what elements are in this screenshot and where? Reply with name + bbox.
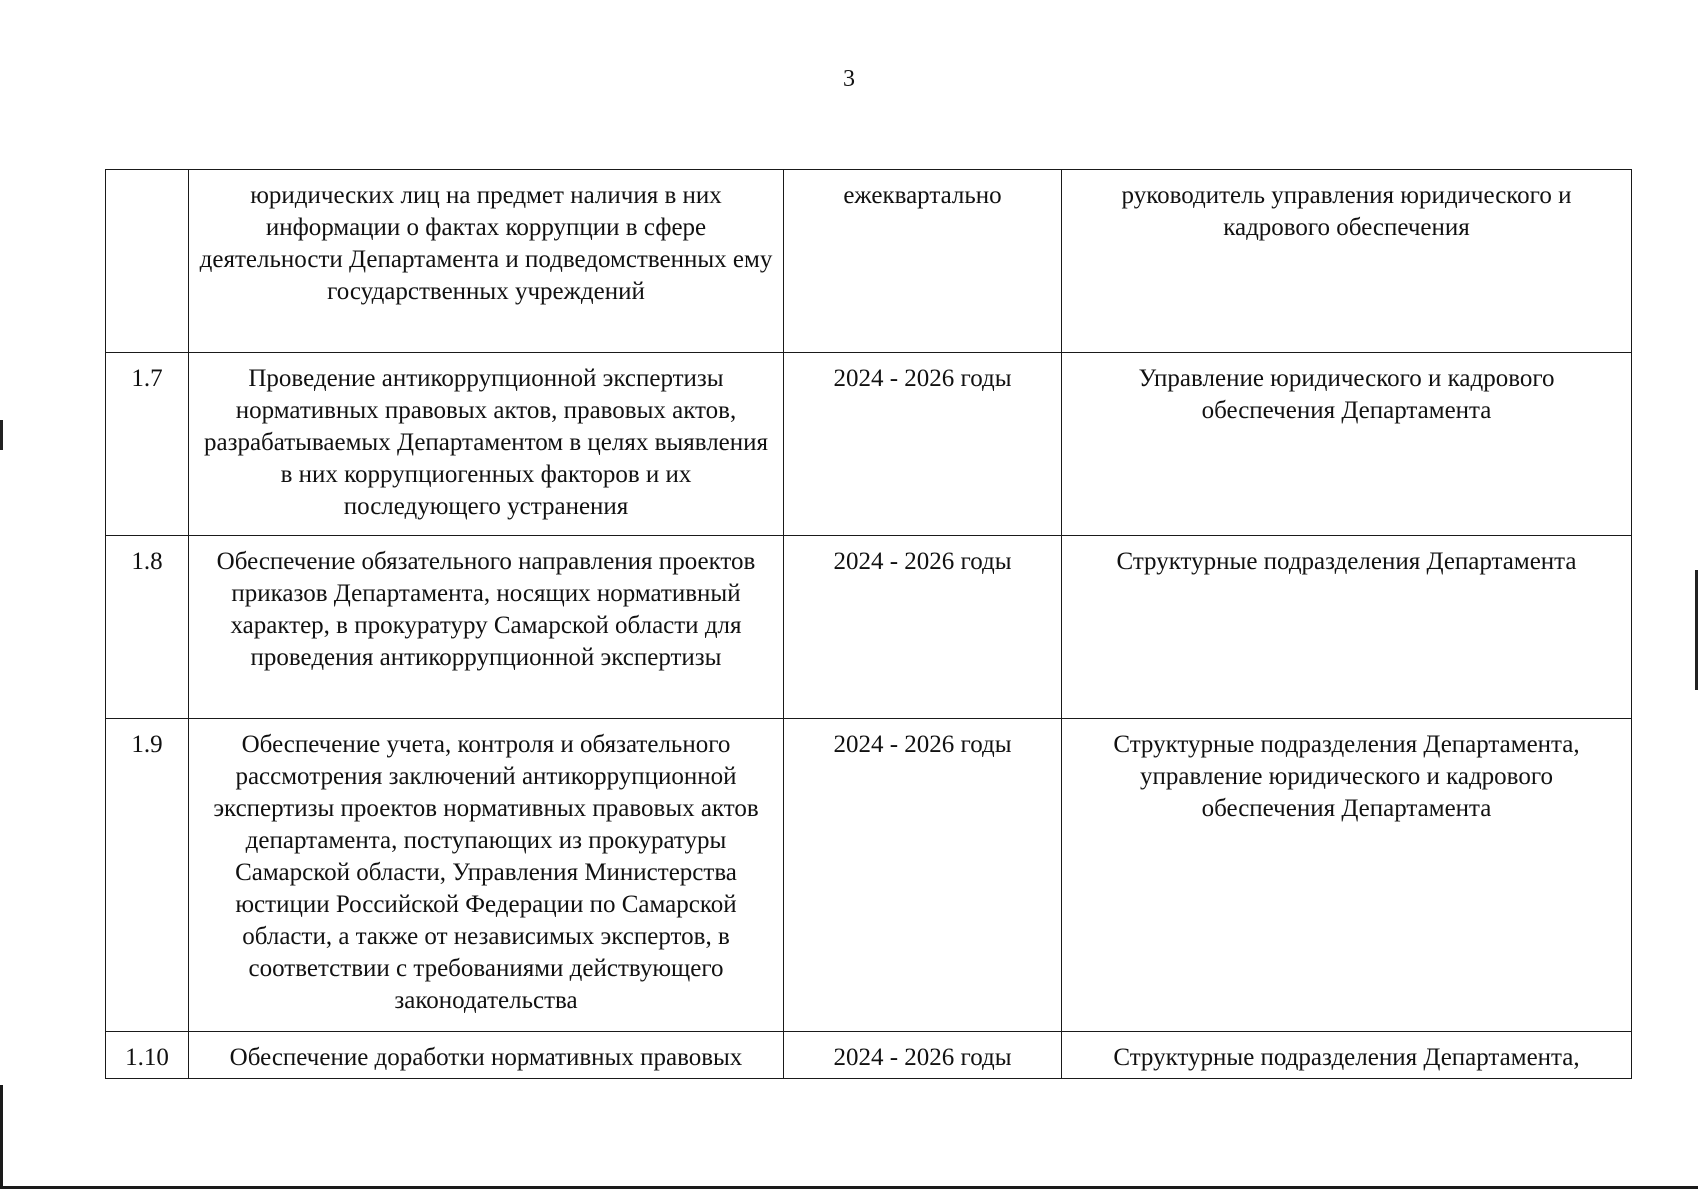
action-cell: юридических лиц на предмет наличия в них информации о фактах коррупции в сфере деятельности Департамента и подведомственных ему государственных учреждений	[189, 170, 784, 353]
term-cell: 2024 - 2026 годы	[784, 1032, 1062, 1079]
responsible-cell: руководитель управления юридического и кадрового обеспечения	[1062, 170, 1632, 353]
row-number: 1.7	[106, 353, 189, 536]
row-number: 1.9	[106, 719, 189, 1032]
term-cell: ежеквартально	[784, 170, 1062, 353]
page-number: 3	[843, 66, 855, 92]
measures-table	[105, 169, 1632, 1079]
responsible-cell: Структурные подразделения Департамента, управление юридического и кадрового обеспечения Департамента	[1062, 719, 1632, 1032]
row-number: 1.10	[106, 1032, 189, 1079]
action-cell: Обеспечение обязательного направления проектов приказов Департамента, носящих нормативный характер, в прокуратуру Самарской области для проведения антикоррупционной экспертизы	[189, 536, 784, 719]
action-cell: Обеспечение учета, контроля и обязательного рассмотрения заключений антикоррупционной экспертизы проектов нормативных правовых актов департамента, поступающих из прокуратуры Самарской области, Управления Министерства юстиции Российской Федерации по Самарской области, а также от независимых экспертов, в соответствии с требованиями действующего законодательства	[189, 719, 784, 1032]
table-row	[106, 719, 1632, 1032]
table-row	[106, 1032, 1632, 1079]
responsible-cell: Управление юридического и кадрового обеспечения Департамента	[1062, 353, 1632, 536]
row-number: 1.8	[106, 536, 189, 719]
responsible-cell: Структурные подразделения Департамента	[1062, 536, 1632, 719]
term-cell: 2024 - 2026 годы	[784, 719, 1062, 1032]
action-cell: Проведение антикоррупционной экспертизы нормативных правовых актов, правовых актов, разрабатываемых Департаментом в целях выявления в них коррупциогенных факторов и их последующего устранения	[189, 353, 784, 536]
term-cell: 2024 - 2026 годы	[784, 536, 1062, 719]
scan-edge-line	[0, 1085, 3, 1189]
table-row	[106, 536, 1632, 719]
scan-edge-line	[0, 1186, 1698, 1189]
scan-edge-mark	[0, 420, 3, 450]
responsible-cell: Структурные подразделения Департамента,	[1062, 1032, 1632, 1079]
table-row	[106, 353, 1632, 536]
term-cell: 2024 - 2026 годы	[784, 353, 1062, 536]
row-number	[106, 170, 189, 353]
table-row	[106, 170, 1632, 353]
action-cell: Обеспечение доработки нормативных правовых	[189, 1032, 784, 1079]
